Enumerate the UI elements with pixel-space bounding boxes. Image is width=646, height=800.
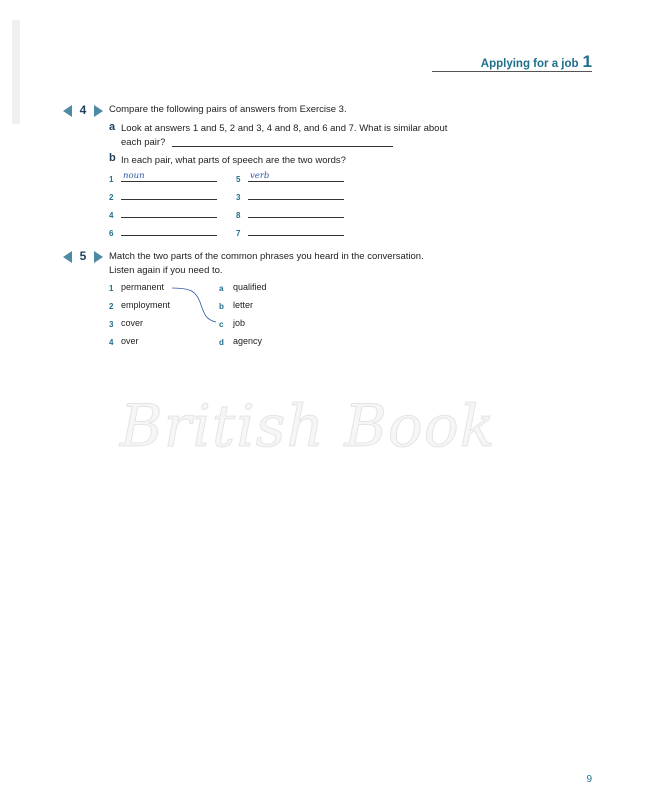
match-right-item[interactable]: letter (233, 300, 254, 310)
pair-right-num: 7 (236, 229, 241, 238)
pair-left-num: 1 (109, 175, 114, 184)
pair-left-num: 4 (109, 211, 114, 220)
pair-left-answer: noun (123, 171, 145, 181)
match-left-num: 4 (109, 338, 114, 347)
match-right-letter: d (219, 338, 224, 347)
exercise-5-instruction-line2: Listen again if you need to. (109, 265, 223, 276)
exercise-4-number: 4 (79, 103, 87, 117)
match-right-item: agency (233, 336, 263, 346)
match-right-item[interactable]: job (233, 318, 246, 328)
pair-right-num: 8 (236, 211, 241, 220)
item-a-text-line2: each pair? (121, 137, 166, 148)
match-left-item[interactable]: over (121, 336, 139, 346)
exercise-5-instruction-line1: Match the two parts of the common phrases you heard in the conversation. (109, 251, 424, 262)
item-a-letter: a (109, 121, 116, 133)
match-right-letter: a (219, 284, 224, 293)
pair-right-answer: verb (250, 171, 270, 181)
match-right-letter: c (219, 320, 224, 329)
unit-title: Applying for a job (480, 58, 579, 70)
match-left-num: 1 (109, 284, 114, 293)
unit-number: 1 (582, 52, 592, 71)
match-left-num: 3 (109, 320, 114, 329)
pair-left-num: 6 (109, 229, 114, 238)
watermark: British Book (120, 392, 496, 460)
item-a-text-line1: Look at answers 1 and 5, 2 and 3, 4 and 8, and 6 and 7. What is similar about (121, 123, 448, 134)
exercise-4-instruction: Compare the following pairs of answers from Exercise 3. (109, 104, 347, 115)
page-number: 9 (586, 774, 592, 785)
item-b-letter: b (109, 152, 116, 164)
match-left-item[interactable]: permanent (121, 282, 165, 292)
match-right-item[interactable]: qualified (233, 282, 267, 292)
match-left-item[interactable]: cover (121, 318, 144, 328)
pair-right-num: 5 (236, 175, 241, 184)
pair-right-num: 3 (236, 193, 241, 202)
match-left-item[interactable]: employment (121, 300, 171, 310)
match-right-letter: b (219, 302, 224, 311)
item-b-text: In each pair, what parts of speech are the two words? (121, 155, 346, 166)
exercise-5-number: 5 (79, 249, 87, 263)
pair-left-num: 2 (109, 193, 114, 202)
match-left-num: 2 (109, 302, 114, 311)
